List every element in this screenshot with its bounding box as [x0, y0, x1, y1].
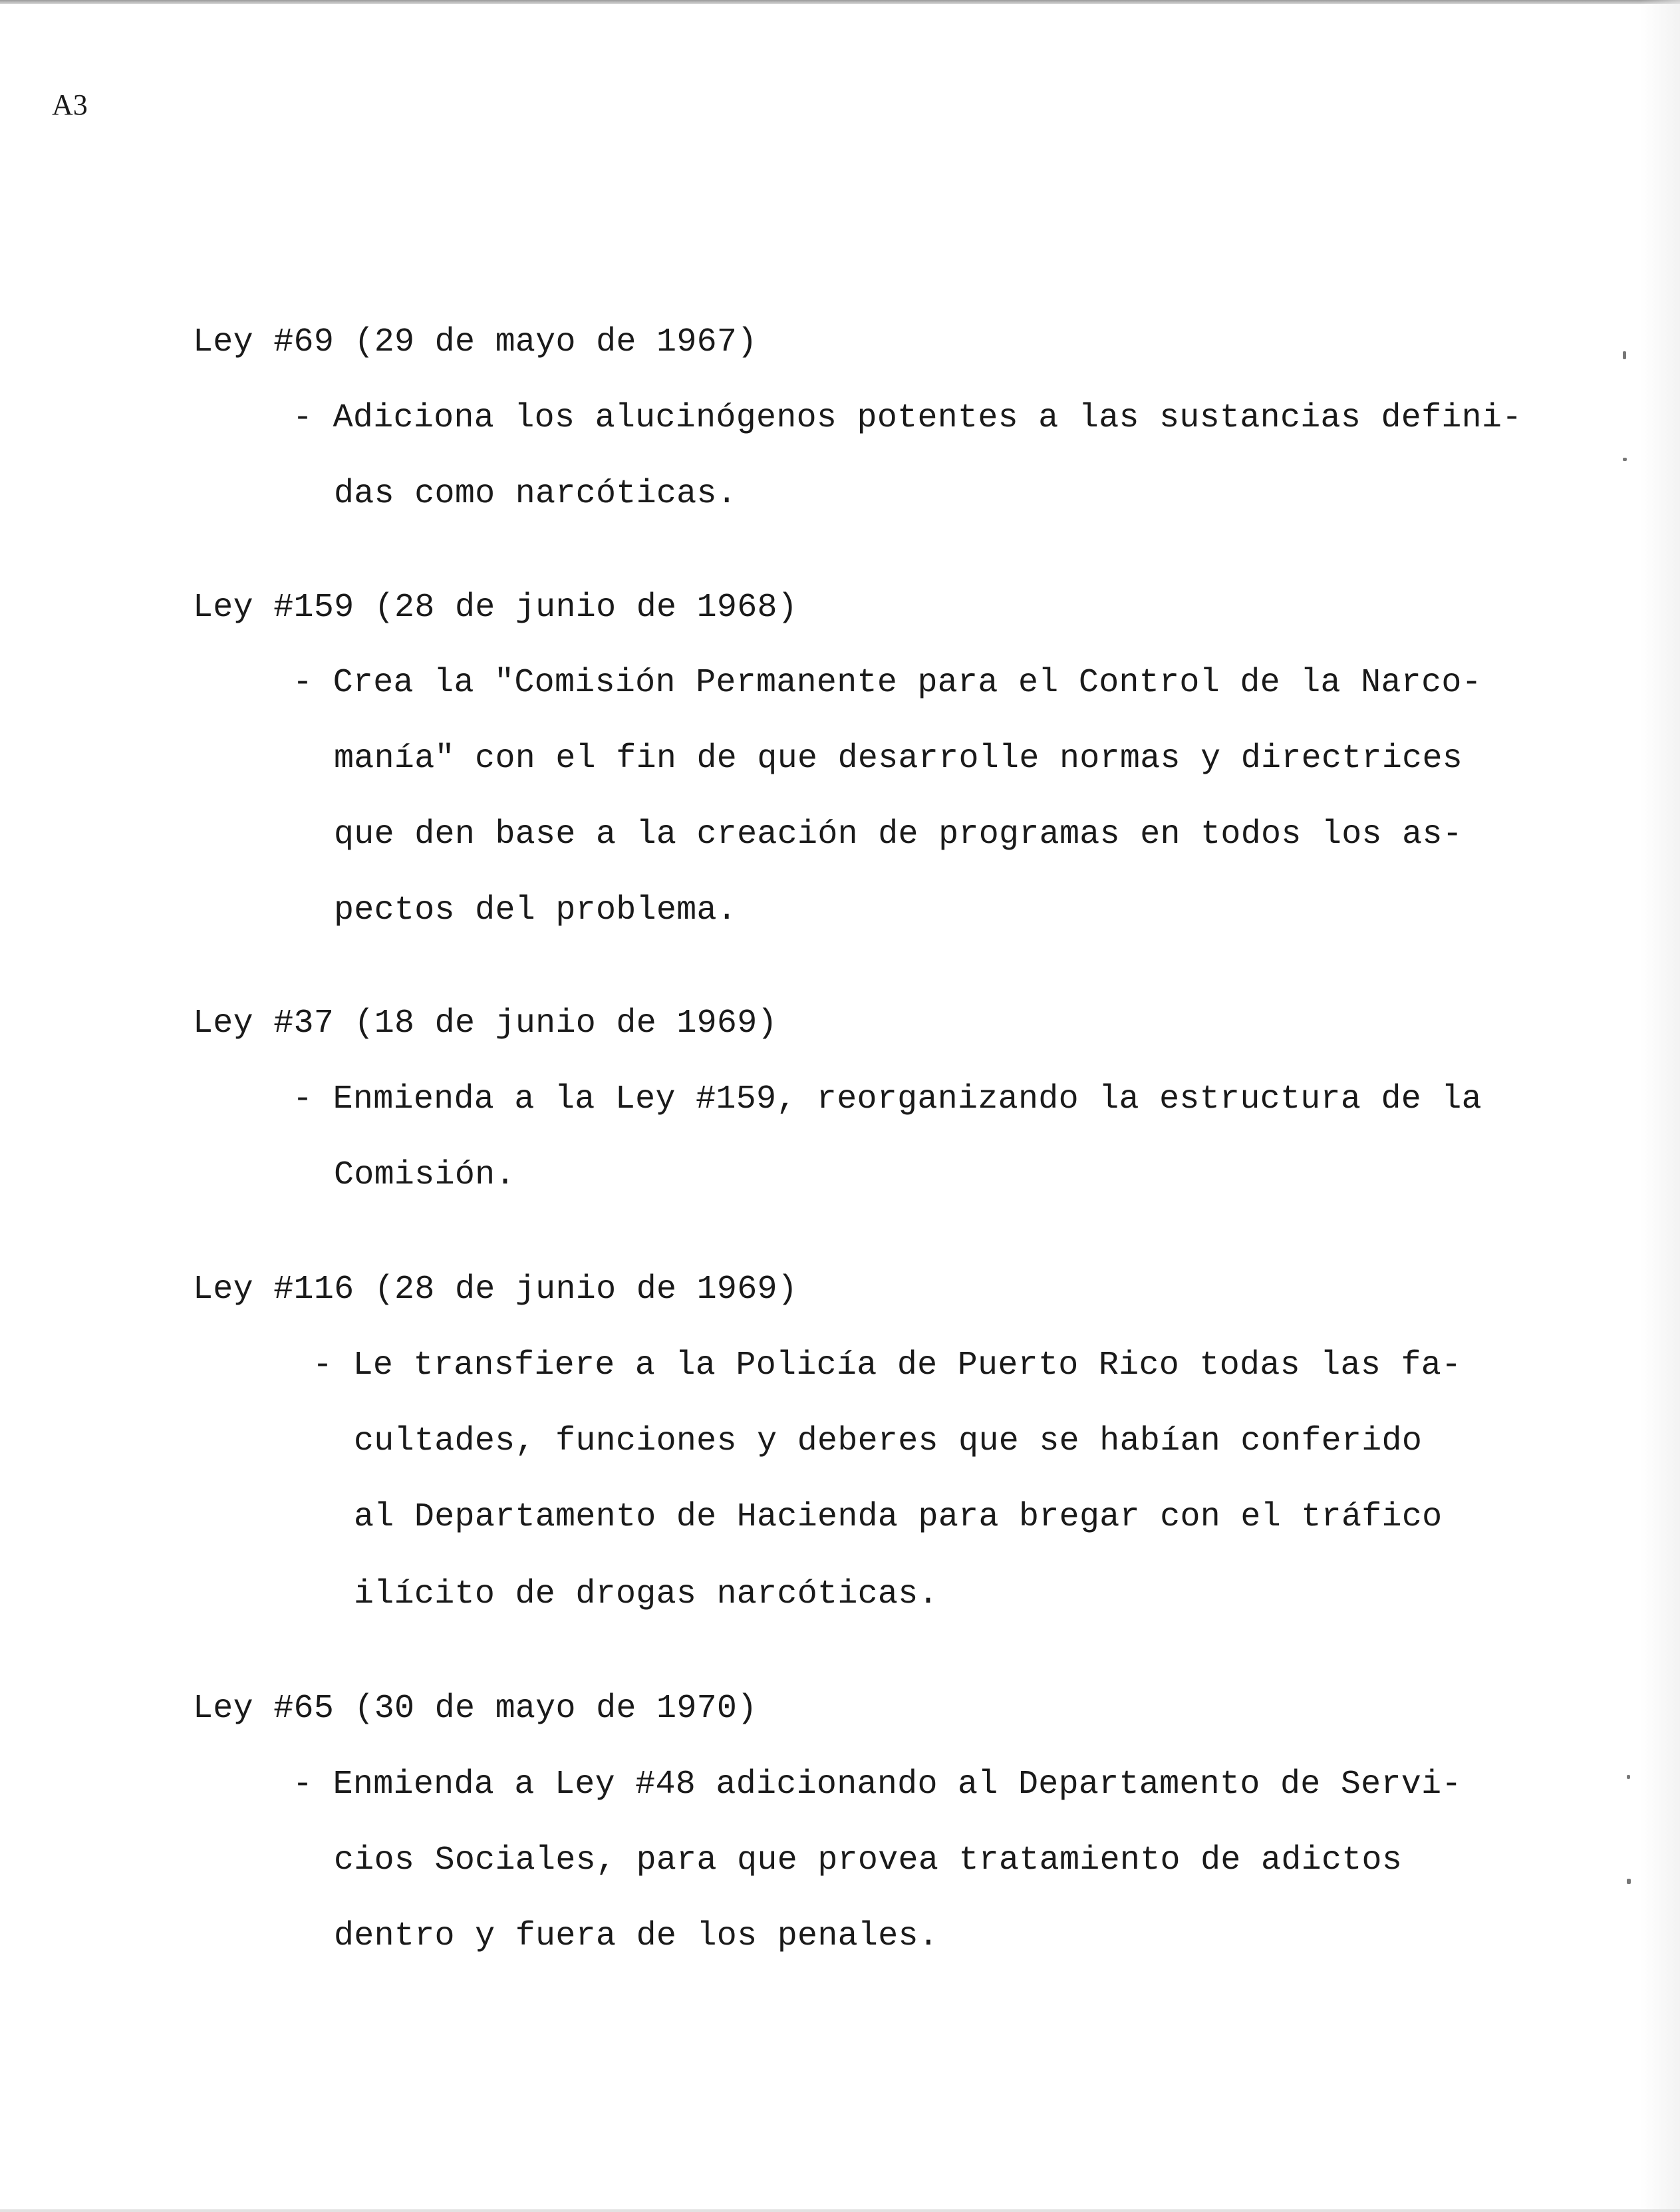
scan-edge-shadow: [1640, 0, 1680, 2212]
law-description-line: - Adiciona los alucinógenos potentes a las sustancias defini-: [293, 399, 1522, 437]
law-description-line: cultades, funciones y deberes que se habían conferido: [354, 1422, 1423, 1460]
law-description-line: Comisión.: [334, 1156, 515, 1194]
scan-speck: [1623, 351, 1626, 359]
law-description-line: al Departamento de Hacienda para bregar con el tráfico: [354, 1498, 1443, 1536]
scan-top-rule: [0, 0, 1680, 4]
law-description-line: cios Sociales, para que provea tratamiento de adictos: [334, 1841, 1403, 1879]
scan-speck: [1627, 1775, 1630, 1779]
law-description-line: - Crea la "Comisión Permanente para el Control de la Narco-: [293, 664, 1482, 702]
law-description-line: manía" con el fin de que desarrolle normas y directrices: [334, 740, 1463, 778]
scan-speck: [1623, 458, 1627, 461]
law-description-line: pectos del problema.: [334, 891, 738, 929]
law-heading: Ley #159 (28 de junio de 1968): [193, 589, 798, 627]
page-number: A3: [52, 88, 88, 121]
scan-bottom-edge: [0, 2209, 1680, 2212]
law-heading: Ley #65 (30 de mayo de 1970): [193, 1690, 758, 1728]
scan-speck: [1627, 1879, 1631, 1884]
law-description-line: - Le transfiere a la Policía de Puerto Rico todas las fa-: [313, 1346, 1462, 1384]
law-description-line: ilícito de drogas narcóticas.: [354, 1575, 938, 1613]
law-description-line: - Enmienda a la Ley #159, reorganizando la estructura de la: [293, 1080, 1482, 1118]
law-description-line: que den base a la creación de programas en todos los as-: [334, 816, 1463, 854]
law-description-line: - Enmienda a Ley #48 adicionando al Departamento de Servi-: [293, 1766, 1462, 1804]
law-heading: Ley #69 (29 de mayo de 1967): [193, 323, 758, 361]
law-heading: Ley #116 (28 de junio de 1969): [193, 1271, 798, 1309]
law-description-line: dentro y fuera de los penales.: [334, 1917, 939, 1955]
law-heading: Ley #37 (18 de junio de 1969): [193, 1005, 777, 1042]
law-description-line: das como narcóticas.: [334, 475, 738, 513]
